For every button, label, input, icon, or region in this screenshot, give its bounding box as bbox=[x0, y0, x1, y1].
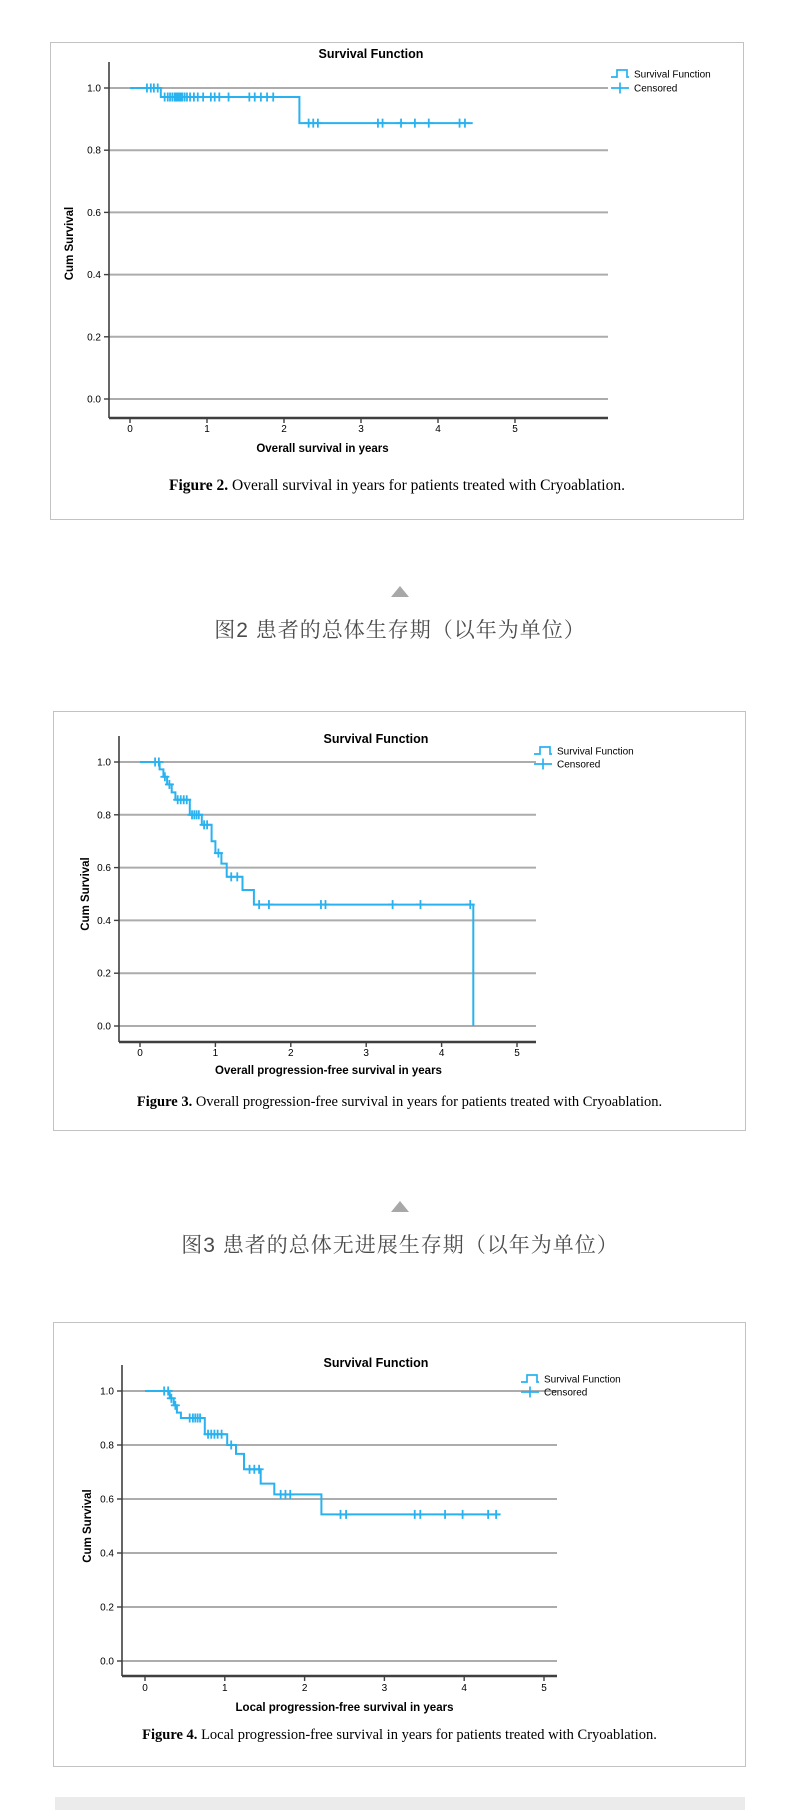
x-tick-label: 2 bbox=[281, 424, 287, 435]
x-tick-label: 5 bbox=[514, 1048, 520, 1059]
km-chart-local-pfs bbox=[54, 1323, 745, 1725]
x-tick-label: 0 bbox=[142, 1683, 148, 1694]
y-axis-label: Cum Survival bbox=[80, 857, 92, 931]
survival-curve bbox=[145, 1391, 500, 1514]
figure2-caption-text: Overall survival in years for patients treated with Cryoablation. bbox=[228, 477, 625, 494]
km-chart-overall-pfs bbox=[54, 712, 745, 1092]
legend-label-survival: Survival Function bbox=[634, 69, 711, 81]
legend-label-censored: Censored bbox=[557, 759, 601, 771]
x-axis-label: Overall survival in years bbox=[256, 443, 389, 455]
collapse-triangle-icon[interactable] bbox=[391, 1201, 409, 1212]
km-chart-overall-survival bbox=[51, 43, 743, 473]
x-tick-label: 2 bbox=[288, 1048, 294, 1059]
x-tick-label: 1 bbox=[212, 1048, 219, 1059]
y-tick-label: 0.8 bbox=[100, 1440, 114, 1452]
survival-line-icon bbox=[521, 1375, 539, 1382]
y-tick-label: 1.0 bbox=[100, 1386, 114, 1398]
x-tick-label: 3 bbox=[363, 1048, 369, 1059]
figure4-panel bbox=[53, 1322, 746, 1767]
x-tick-label: 3 bbox=[358, 424, 364, 435]
figure3-caption bbox=[54, 1094, 745, 1111]
x-tick-label: 0 bbox=[137, 1048, 143, 1059]
y-tick-label: 0.4 bbox=[100, 1548, 114, 1560]
figure3-panel bbox=[53, 711, 746, 1131]
y-tick-label: 1.0 bbox=[97, 757, 111, 769]
y-tick-label: 0.8 bbox=[87, 145, 101, 157]
y-tick-label: 0.6 bbox=[87, 207, 101, 219]
y-tick-label: 0.0 bbox=[100, 1656, 114, 1668]
x-tick-label: 1 bbox=[222, 1683, 228, 1694]
censored-marks bbox=[151, 758, 475, 910]
chinese-caption-fig2: 图2 患者的总体生存期（以年为单位） bbox=[214, 619, 586, 642]
y-tick-label: 0.4 bbox=[97, 915, 111, 927]
collapse-triangle-icon[interactable] bbox=[391, 586, 409, 597]
figure4-caption bbox=[54, 1727, 745, 1744]
x-tick-label: 4 bbox=[461, 1683, 467, 1694]
survival-curve bbox=[140, 762, 473, 1026]
figure2-panel bbox=[50, 42, 744, 520]
x-tick-label: 5 bbox=[541, 1683, 547, 1694]
y-tick-label: 0.0 bbox=[87, 394, 101, 406]
x-tick-label: 4 bbox=[435, 424, 441, 435]
x-tick-label: 4 bbox=[438, 1048, 445, 1059]
y-tick-label: 0.0 bbox=[97, 1021, 111, 1033]
x-axis-label: Local progression-free survival in years bbox=[235, 1702, 454, 1714]
survival-line-icon bbox=[611, 70, 629, 77]
legend-label-survival: Survival Function bbox=[557, 746, 634, 758]
y-tick-label: 0.2 bbox=[87, 332, 101, 344]
legend bbox=[521, 1375, 621, 1399]
legend bbox=[611, 70, 711, 95]
legend bbox=[534, 747, 634, 771]
chart-title: Survival Function bbox=[323, 1356, 429, 1370]
y-tick-label: 0.8 bbox=[97, 810, 111, 822]
x-axis-label: Overall progression-free survival in years bbox=[215, 1065, 442, 1077]
x-tick-label: 3 bbox=[381, 1683, 388, 1694]
figure3-caption-label: Figure 3. bbox=[136, 1094, 193, 1110]
y-tick-label: 0.6 bbox=[100, 1494, 114, 1506]
x-tick-label: 2 bbox=[301, 1683, 308, 1694]
y-tick-label: 0.4 bbox=[87, 270, 101, 282]
survival-line-icon bbox=[534, 747, 552, 754]
next-section-edge bbox=[55, 1797, 745, 1810]
legend-label-censored: Censored bbox=[544, 1387, 588, 1399]
figure4-caption-label: Figure 4. bbox=[142, 1727, 198, 1743]
censored-marks bbox=[142, 84, 469, 128]
x-tick-label: 0 bbox=[127, 424, 133, 435]
legend-label-censored: Censored bbox=[634, 83, 678, 95]
figure2-caption-label: Figure 2. bbox=[169, 477, 229, 494]
y-axis-label: Cum Survival bbox=[82, 1489, 94, 1563]
chart-title: Survival Function bbox=[323, 732, 429, 746]
figure2-caption bbox=[51, 477, 743, 495]
chinese-caption-fig3: 图3 患者的总体无进展生存期（以年为单位） bbox=[181, 1234, 619, 1257]
y-tick-label: 0.2 bbox=[97, 968, 111, 980]
x-tick-label: 1 bbox=[204, 424, 210, 435]
figure3-caption-text: Overall progression-free survival in years for patients treated with Cryoablation. bbox=[192, 1094, 663, 1110]
section-divider-2 bbox=[0, 1199, 800, 1261]
chart-title: Survival Function bbox=[318, 47, 424, 61]
section-divider-1 bbox=[0, 584, 800, 646]
legend-label-survival: Survival Function bbox=[544, 1374, 621, 1386]
figure4-caption-text: Local progression-free survival in years for patients treated with Cryoablation. bbox=[197, 1727, 657, 1743]
x-tick-label: 5 bbox=[512, 424, 518, 435]
y-axis-label: Cum Survival bbox=[64, 206, 76, 281]
y-tick-label: 0.2 bbox=[100, 1602, 114, 1614]
y-tick-label: 0.6 bbox=[97, 863, 111, 875]
y-tick-label: 1.0 bbox=[87, 83, 101, 95]
